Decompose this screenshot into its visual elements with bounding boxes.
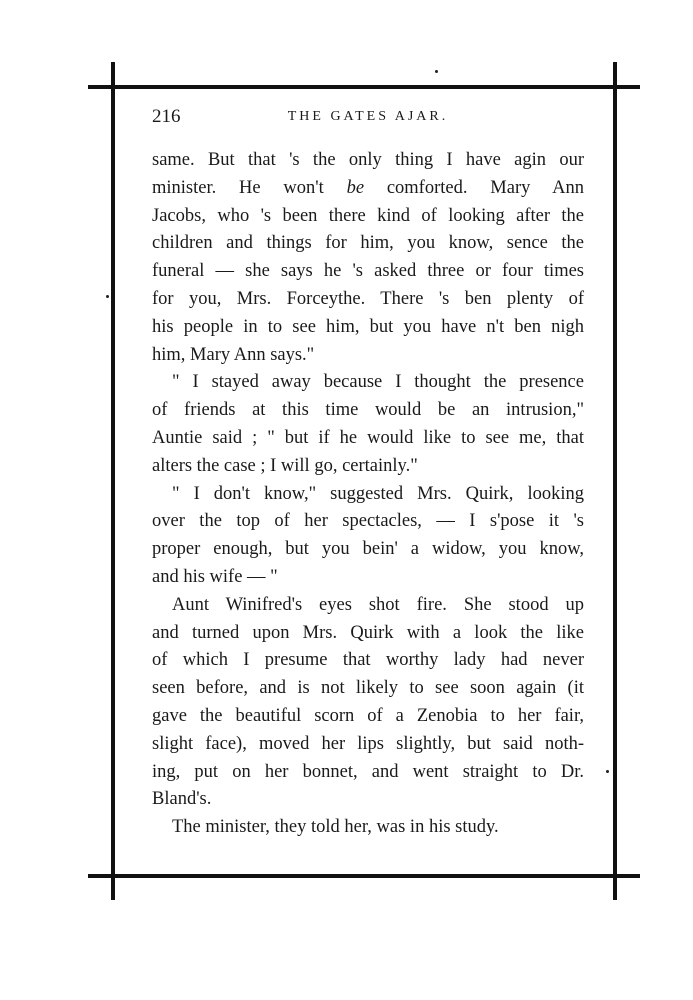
- running-title: THE GATES AJAR.: [287, 109, 449, 124]
- text-line: funeral — she says he 's asked three or four times: [152, 261, 584, 282]
- text-line: for you, Mrs. Forceythe. There 's ben plenty of: [152, 288, 584, 309]
- text-line: Aunt Winifred's eyes shot fire. She stood up: [172, 594, 584, 615]
- text-line: and turned upon Mrs. Quirk with a look the like: [152, 622, 584, 643]
- ink-speck: [106, 295, 109, 298]
- text-line: Jacobs, who 's been there kind of looking after the: [152, 205, 584, 226]
- text-line: minister. He won't be comforted. Mary Ann: [152, 177, 585, 198]
- text-line: " I stayed away because I thought the presence: [172, 372, 584, 393]
- text-line: and his wife — ": [152, 566, 278, 587]
- text-line: alters the case ; I will go, certainly.": [152, 455, 418, 476]
- text-line: of friends at this time would be an intrusion,": [152, 400, 584, 421]
- top-border-rule: [88, 85, 640, 89]
- page-number: 216: [152, 106, 181, 127]
- text-line: Auntie said ; " but if he would like to see me, that: [152, 427, 584, 448]
- text-line: Bland's.: [152, 789, 212, 810]
- ink-speck: [435, 70, 438, 73]
- text-line: slight face), moved her lips slightly, but said noth-: [152, 733, 584, 754]
- text-line: ing, put on her bonnet, and went straight to Dr.: [152, 761, 584, 782]
- text-line: same. But that 's the only thing I have agin our: [152, 150, 584, 170]
- page-header: [152, 106, 584, 130]
- text-line: The minister, they told her, was in his study.: [172, 817, 499, 838]
- ink-speck: [606, 770, 609, 773]
- text-line: his people in to see him, but you have n't ben nigh: [152, 316, 584, 337]
- text-line: proper enough, but you bein' a widow, you know,: [152, 539, 584, 560]
- text-line: gave the beautiful scorn of a Zenobia to her fair,: [152, 705, 584, 726]
- text-line: " I don't know," suggested Mrs. Quirk, looking: [172, 483, 584, 504]
- right-border-rule: [613, 62, 617, 900]
- bottom-border-rule: [88, 874, 640, 878]
- text-line: him, Mary Ann says.": [152, 344, 315, 365]
- left-border-rule: [111, 62, 115, 900]
- text-line: of which I presume that worthy lady had never: [152, 650, 584, 671]
- text-line: children and things for him, you know, sence the: [152, 233, 584, 254]
- emphasis: be: [346, 177, 365, 198]
- text-line: over the top of her spectacles, — I s'pose it 's: [152, 511, 584, 532]
- text-line: seen before, and is not likely to see soon again (it: [152, 678, 584, 699]
- body-text: [152, 147, 584, 842]
